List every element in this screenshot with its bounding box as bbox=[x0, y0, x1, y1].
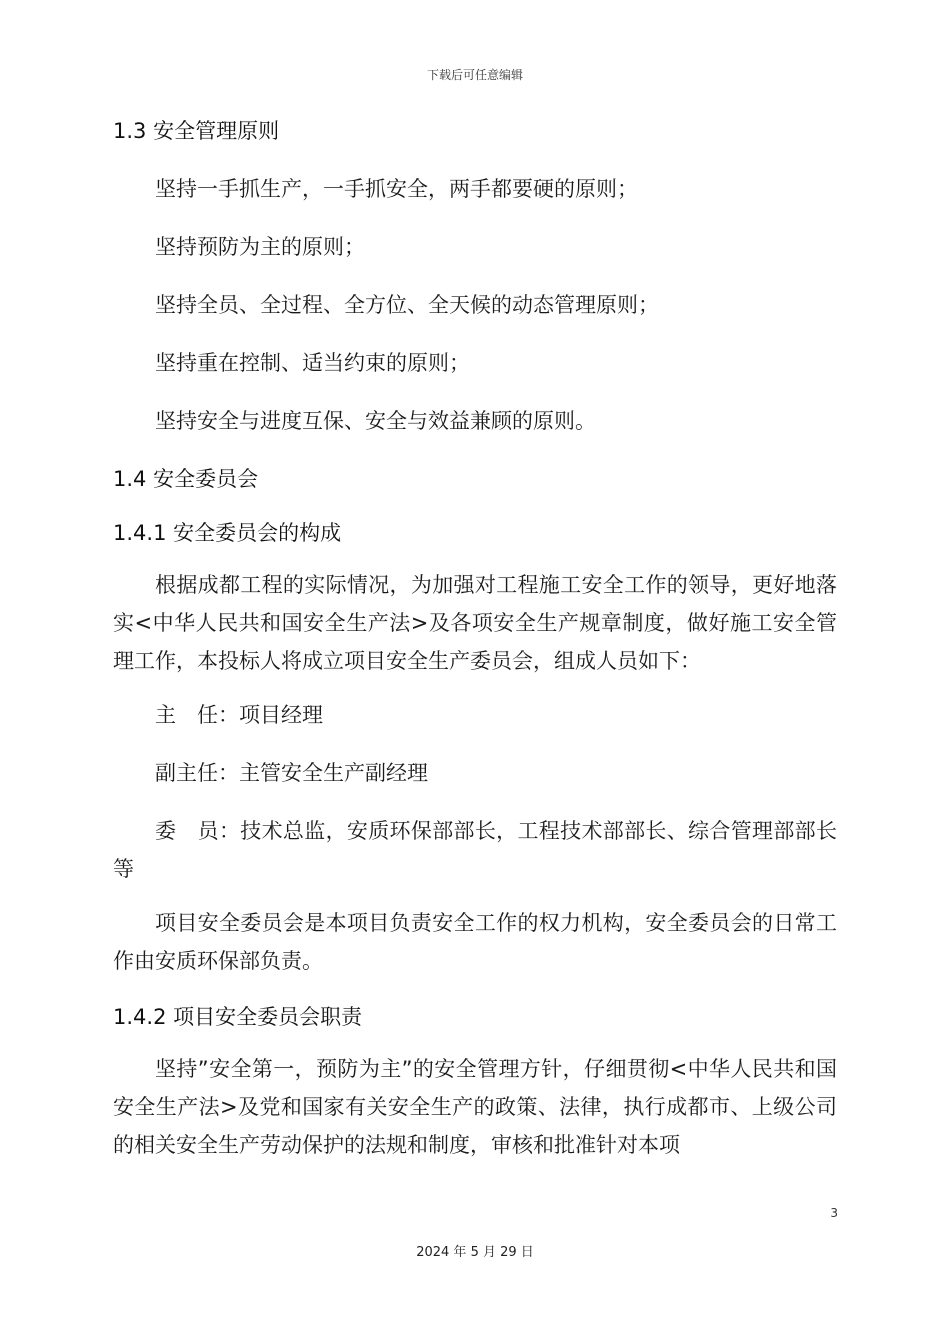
member-line: 委 员：技术总监，安质环保部部长，工程技术部部长、综合管理部部长等 bbox=[113, 819, 837, 881]
principle-paragraph: 坚持重在控制、适当约束的原则； bbox=[155, 351, 470, 375]
section-heading-1-4: 1.4 安全委员会 bbox=[113, 467, 259, 491]
footer-date: 2024 年 5 月 29 日 bbox=[416, 1245, 534, 1260]
principle-paragraph: 坚持一手抓生产，一手抓安全，两手都要硬的原则； bbox=[155, 177, 638, 201]
member-line: 副主任：主管安全生产副经理 bbox=[155, 761, 428, 785]
section-heading-1-4-1: 1.4.1 安全委员会的构成 bbox=[113, 521, 342, 545]
principle-paragraph: 坚持预防为主的原则； bbox=[155, 235, 365, 259]
header-note: 下载后可任意编辑 bbox=[426, 68, 523, 82]
body-paragraph: 项目安全委员会是本项目负责安全工作的权力机构，安全委员会的日常工作由安质环保部负责。 bbox=[113, 911, 837, 973]
member-line: 主 任：项目经理 bbox=[155, 703, 323, 727]
section-heading-1-3: 1.3 安全管理原则 bbox=[113, 119, 280, 143]
document-body bbox=[113, 108, 837, 1164]
principle-paragraph: 坚持全员、全过程、全方位、全天候的动态管理原则； bbox=[155, 293, 659, 317]
body-paragraph: 坚持”安全第一，预防为主”的安全管理方针，仔细贯彻<中华人民共和国安全生产法>及党和国家有关安全生产的政策、法律，执行成都市、上级公司的相关安全生产劳动保护的法规和制度，审核和批准针对本项 bbox=[113, 1057, 837, 1157]
body-paragraph: 根据成都工程的实际情况，为加强对工程施工安全工作的领导，更好地落实<中华人民共和国安全生产法>及各项安全生产规章制度，做好施工安全管理工作，本投标人将成立项目安全生产委员会，组成人员如下： bbox=[113, 573, 837, 673]
page-number: 3 bbox=[830, 1206, 838, 1220]
section-heading-1-4-2: 1.4.2 项目安全委员会职责 bbox=[113, 1005, 363, 1029]
principle-paragraph: 坚持安全与进度互保、安全与效益兼顾的原则。 bbox=[155, 409, 596, 433]
